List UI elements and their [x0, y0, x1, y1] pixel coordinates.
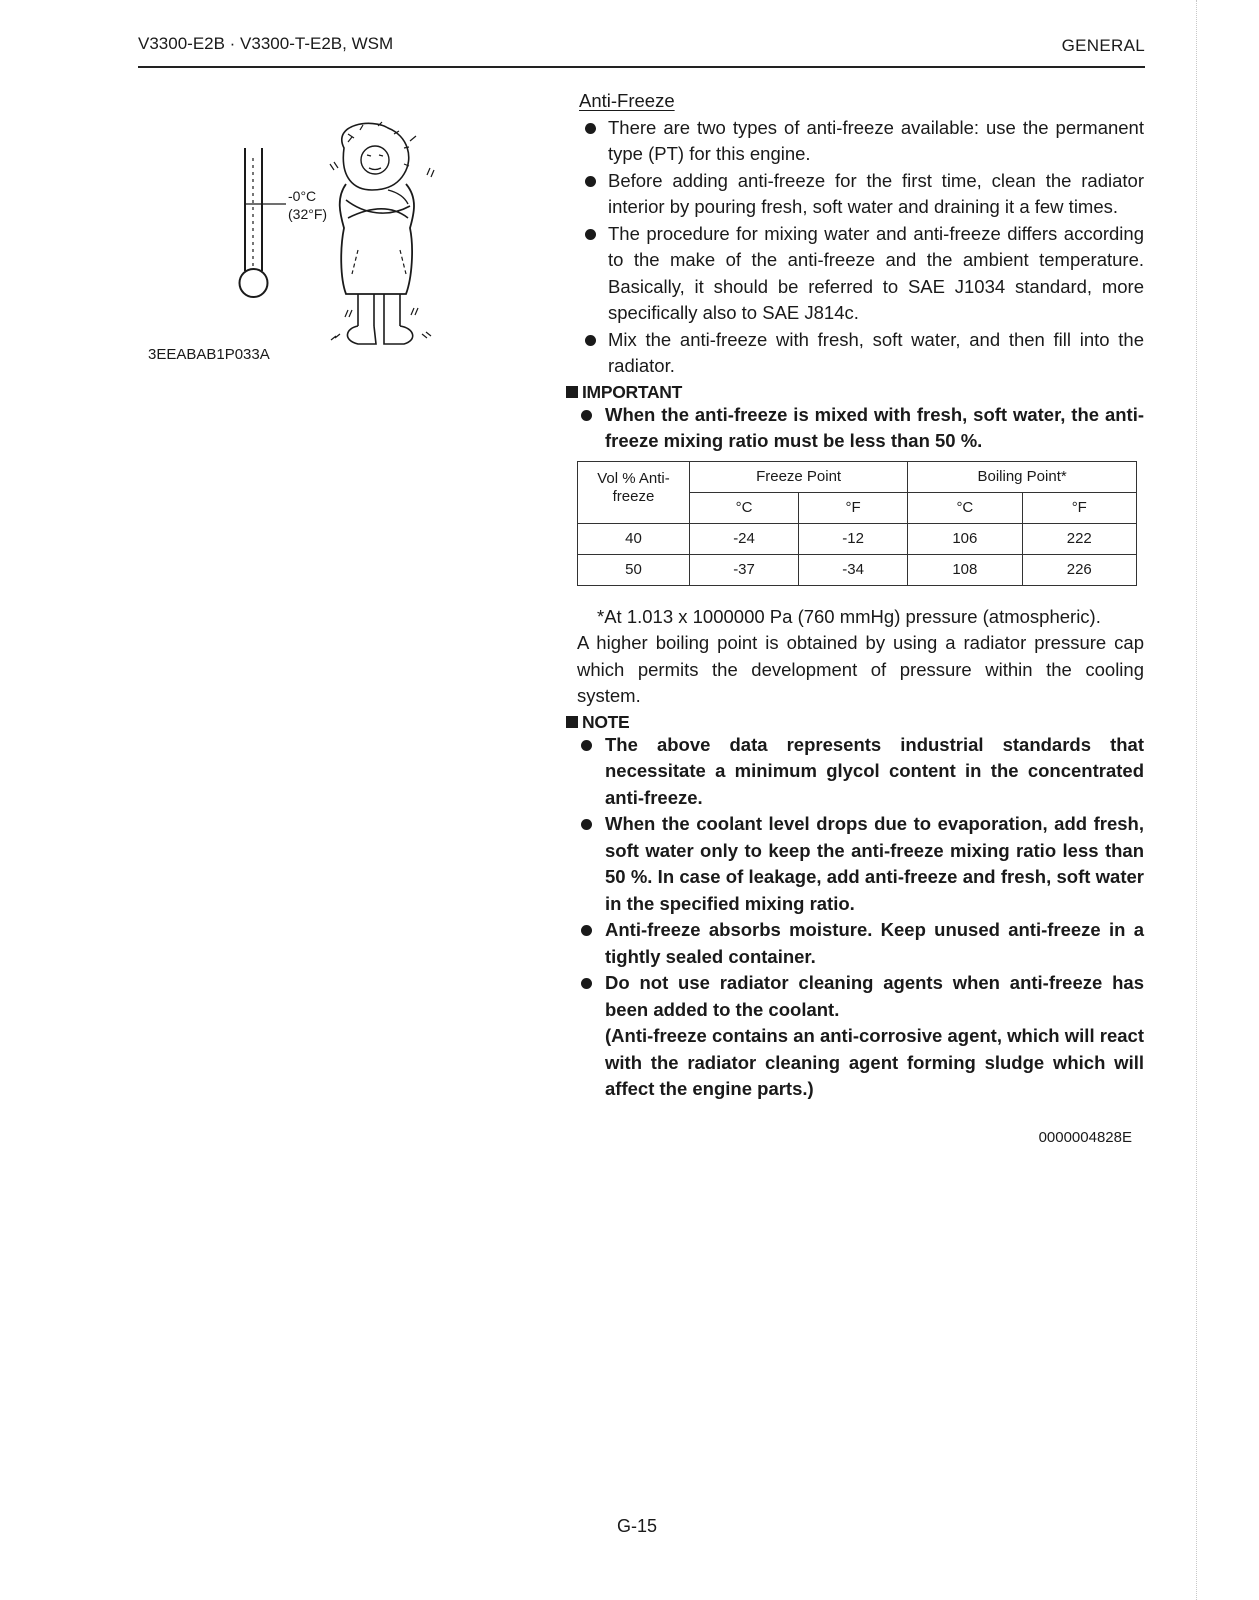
temperature-celsius-label: -0°C [288, 188, 317, 204]
bullet-text: When the anti-freeze is mixed with fresh, soft water, the anti-freeze mixing ratio must be less than 50 %. [605, 403, 1144, 451]
important-bullet-list [566, 402, 1144, 455]
table-cell: 222 [1022, 523, 1136, 554]
page-edge-line [1196, 0, 1197, 1600]
bullet-icon [581, 410, 592, 421]
list-item [566, 115, 1144, 168]
bullet-text: Mix the anti-freeze with fresh, soft water, and then fill into the radiator. [608, 328, 1144, 376]
unit-celsius: °C [690, 492, 799, 523]
temperature-fahrenheit-label: (32°F) [288, 206, 328, 222]
anti-freeze-bullet-list [566, 115, 1144, 380]
important-heading [566, 382, 1144, 402]
table-cell: 106 [908, 523, 1022, 554]
freeze-point-table [577, 461, 1137, 586]
bullet-icon [581, 925, 592, 936]
table-cell: 226 [1022, 554, 1136, 585]
table-cell: -24 [690, 523, 799, 554]
list-item [566, 811, 1144, 917]
note-label: NOTE [582, 711, 630, 732]
bullet-icon [581, 978, 592, 989]
bullet-text: The procedure for mixing water and anti-freeze differs according to the make of the anti-freeze and the ambient temperature. Basically, it should be referred to SAE J1034 standard, more specifically also to SAE J814c. [608, 222, 1144, 323]
table-cell: 108 [908, 554, 1022, 585]
table-header-freeze: Freeze Point [690, 461, 908, 492]
table-cell: 40 [578, 523, 690, 554]
unit-fahrenheit: °F [799, 492, 908, 523]
unit-fahrenheit: °F [1022, 492, 1136, 523]
bullet-text: Do not use radiator cleaning agents when anti-freeze has been added to the coolant. [605, 972, 1144, 1020]
list-item [566, 168, 1144, 221]
bullet-text: When the coolant level drops due to evaporation, add fresh, soft water only to keep the anti-freeze mixing ratio less than 50 %. In case of leakage, add anti-freeze and fresh, soft water in the specified mixing ratio. [605, 813, 1144, 914]
list-item [566, 970, 1144, 1103]
table-row [578, 523, 1137, 554]
bullet-icon [585, 229, 596, 240]
table-cell: -12 [799, 523, 908, 554]
table-row [578, 554, 1137, 585]
list-item [566, 221, 1144, 327]
unit-celsius: °C [908, 492, 1022, 523]
header-rule [138, 66, 1145, 68]
important-label: IMPORTANT [582, 381, 683, 402]
footnote [577, 604, 1144, 710]
bullet-icon [585, 335, 596, 346]
figure-code: 3EEABAB1P033A [148, 346, 270, 363]
bullet-icon [585, 176, 596, 187]
note-heading [566, 712, 1144, 732]
header-section-title: GENERAL [1061, 36, 1145, 55]
table-header-vol: Vol % Anti- freeze [578, 461, 690, 523]
bullet-icon [585, 123, 596, 134]
bullet-text: There are two types of anti-freeze available: use the permanent type (PT) for this engine. [608, 116, 1144, 164]
table-cell: 50 [578, 554, 690, 585]
bullet-text: Anti-freeze absorbs moisture. Keep unused anti-freeze in a tightly sealed container. [605, 919, 1144, 967]
bullet-parenthetical: (Anti-freeze contains an anti-corrosive agent, which will react with the radiator cleaning agent forming sludge which will affect the engine parts.) [605, 1025, 1144, 1099]
section-title: Anti-Freeze [579, 90, 675, 111]
table-cell: -37 [690, 554, 799, 585]
list-item [566, 732, 1144, 812]
square-bullet-icon [566, 716, 578, 728]
square-bullet-icon [566, 386, 578, 398]
page-number: G-15 [617, 1516, 658, 1536]
footnote-pressure: *At 1.013 x 1000000 Pa (760 mmHg) pressure (atmospheric). [597, 605, 1101, 627]
list-item [566, 402, 1144, 455]
bullet-icon [581, 819, 592, 830]
thermometer-person-drawing [228, 118, 448, 348]
note-bullet-list [566, 732, 1144, 1103]
list-item [566, 327, 1144, 380]
bullet-text: Before adding anti-freeze for the first time, clean the radiator interior by pouring fresh, soft water and draining it a few times. [608, 169, 1144, 217]
cold-weather-illustration [228, 118, 448, 348]
bullet-text: The above data represents industrial standards that necessitate a minimum glycol content in the concentrated anti-freeze. [605, 733, 1144, 808]
table-header-boiling: Boiling Point* [908, 461, 1137, 492]
header-manual-title: V3300-E2B · V3300-T-E2B, WSM [138, 34, 394, 53]
reference-code: 0000004828E [1038, 1128, 1132, 1146]
table-cell: -34 [799, 554, 908, 585]
footnote-boiling-point: A higher boiling point is obtained by using a radiator pressure cap which permits the development of pressure within the cooling system. [577, 632, 1144, 706]
bullet-icon [581, 740, 592, 751]
list-item [566, 917, 1144, 970]
anti-freeze-section [566, 88, 1144, 1151]
